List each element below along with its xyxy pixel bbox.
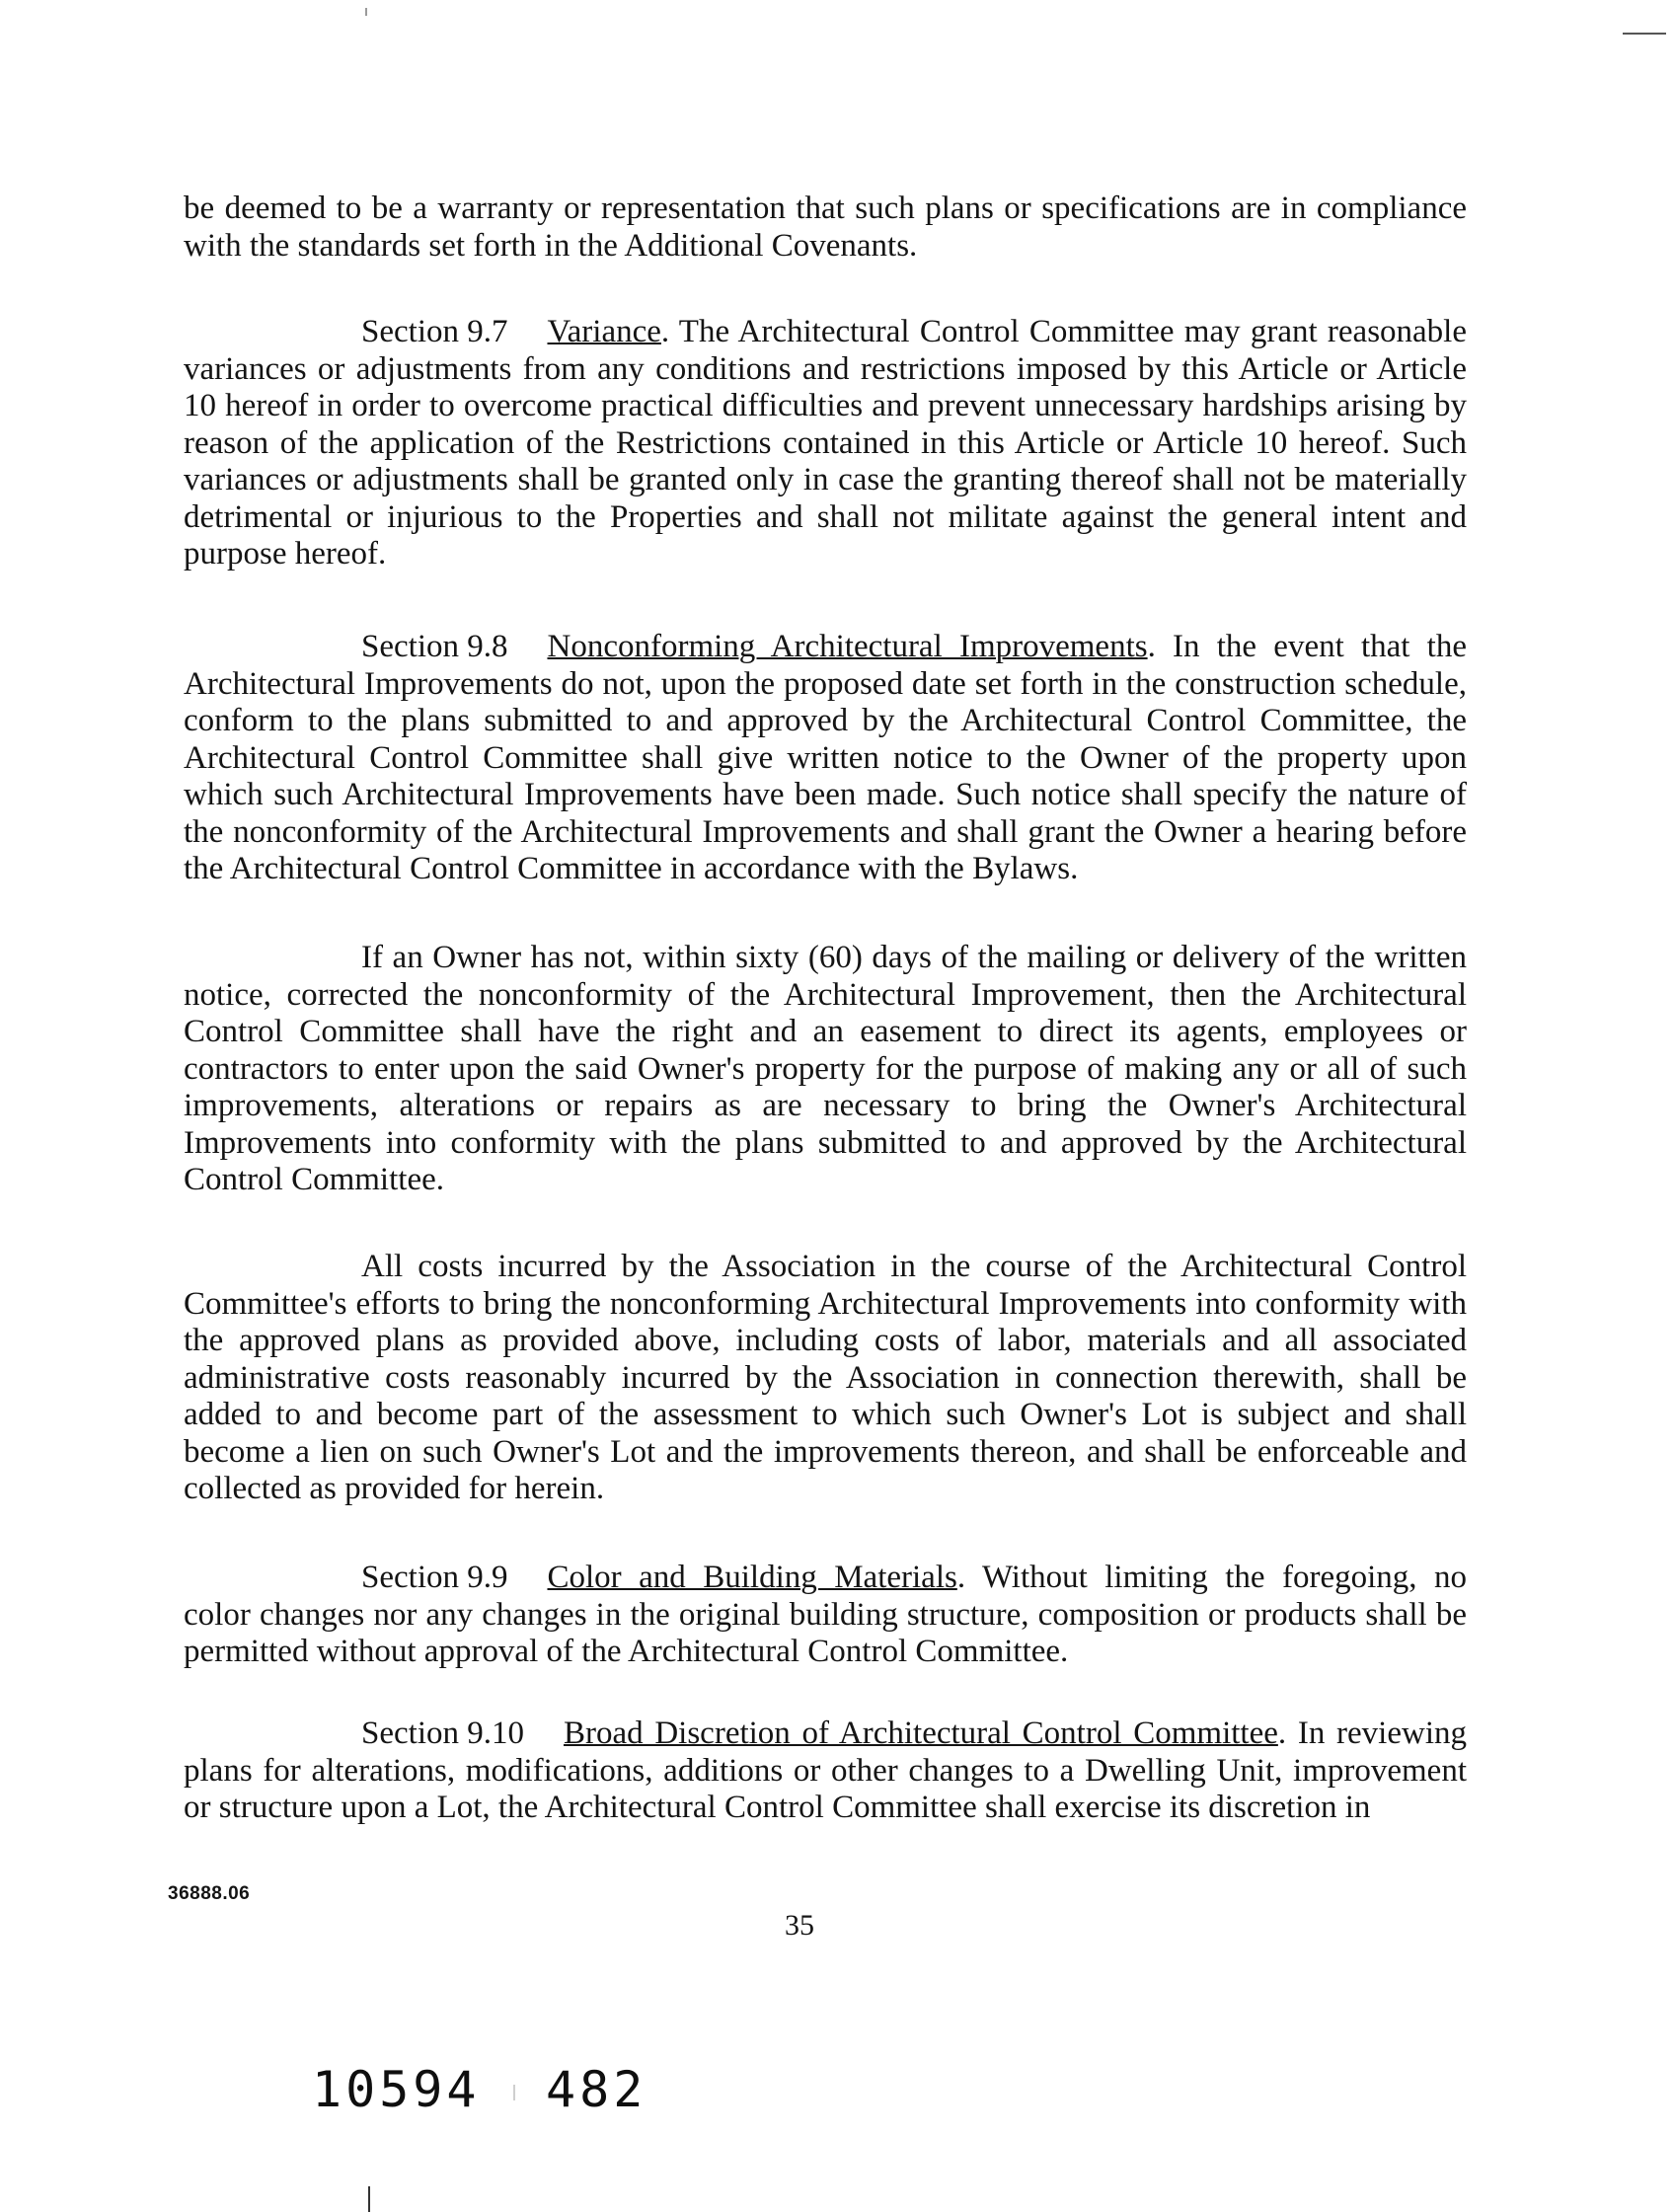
section-body: . In the event that the Architectural Improvements do not, upon the proposed date set forth in the construction schedule, conform to the plans submitted to and approved by the Architectural Control Committee, the Architectural Control Committee shall give written notice to the Owner of the property upon which such Architectural Improvements have been made. Such notice shall specify the nature of the nonconformity of the Architectural Improvements and shall grant the Owner a hearing before the Architectural Control Committee in accordance with the Bylaws. — [184, 629, 1467, 886]
document-id: 36888.06 — [168, 1883, 251, 1904]
section-number: Section 9.8 — [361, 629, 508, 664]
section-title: Nonconforming Architectural Improvements — [547, 629, 1148, 664]
paragraph-costs: All costs incurred by the Association in the course of the Architectural Control Committee's efforts to bring the nonconforming Architectural Improvements into conformity with the approved plans as provided above, including costs of labor, materials and all associated administrative costs reasonably incurred by the Association in connection therewith, shall be added to and become part of the assessment to which such Owner's Lot is subject and shall become a lien on such Owner's Lot and the improvements thereon, and shall be enforceable and collected as provided for herein. — [184, 1249, 1467, 1506]
section-body: . Without limiting the foregoing, no color changes nor any changes in the original building structure, composition or products shall be permitted without approval of the Architectural Control Committee. — [184, 1560, 1467, 1669]
section-number: Section 9.10 — [361, 1716, 524, 1751]
section-9-7 — [184, 314, 1467, 573]
section-9-10 — [184, 1716, 1467, 1827]
scan-mark-bottom — [368, 2186, 370, 2212]
opening-paragraph: be deemed to be a warranty or representation that such plans or specifications are in compliance with the standards set forth in the Additional Covenants. — [184, 191, 1467, 264]
recording-separator — [513, 2085, 515, 2100]
section-number: Section 9.9 — [361, 1560, 508, 1595]
scan-mark-top — [365, 8, 367, 16]
section-9-9 — [184, 1560, 1467, 1671]
section-number: Section 9.7 — [361, 314, 508, 349]
recording-book-number: 10594 — [312, 2061, 481, 2118]
section-title: Color and Building Materials — [547, 1560, 957, 1595]
section-9-8 — [184, 629, 1467, 888]
section-body: . In reviewing plans for alterations, modifications, additions or other changes to a Dwelling Unit, improvement or structure upon a Lot, the Architectural Control Committee shall exercise its discretion in — [184, 1716, 1467, 1825]
page-number: 35 — [785, 1909, 814, 1942]
recording-page-number: 482 — [546, 2061, 647, 2118]
section-title: Broad Discretion of Architectural Control Committee — [563, 1716, 1278, 1751]
section-title: Variance — [547, 314, 661, 349]
scan-mark-right — [1623, 33, 1666, 35]
section-body: . The Architectural Control Committee may grant reasonable variances or adjustments from any conditions and restrictions imposed by this Article or Article 10 hereof in order to overcome practical difficulties and prevent unnecessary hardships arising by reason of the application of the Restrictions contained in this Article or Article 10 hereof. Such variances or adjustments shall be granted only in case the granting thereof shall not be materially detrimental or injurious to the Properties and shall not militate against the general intent and purpose hereof. — [184, 314, 1467, 572]
paragraph-notice-remedy: If an Owner has not, within sixty (60) days of the mailing or delivery of the written notice, corrected the nonconformity of the Architectural Improvement, then the Architectural Control Committee shall have the right and an easement to direct its agents, employees or contractors to enter upon the said Owner's property for the purpose of making any or all of such improvements, alterations or repairs as are necessary to bring the Owner's Architectural Improvements into conformity with the plans submitted to and approved by the Architectural Control Committee. — [184, 940, 1467, 1197]
